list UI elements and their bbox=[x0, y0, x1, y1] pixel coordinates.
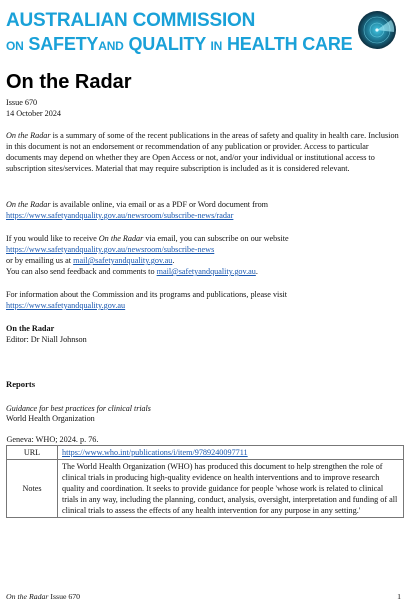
reports-heading: Reports bbox=[6, 379, 36, 389]
availability-paragraph: On the Radar is available online, via email or as a PDF or Word document from https://www.safetyandquality.gov.au/newsroom/subscribe-news/radar bbox=[6, 200, 269, 220]
report-notes: The World Health Organization (WHO) has produced this document to help strengthen the role of clinical trials in producing high-quality evidence on health interventions and to improve research quality and coordination. It seeks to provide guidance for people 'whose work is related to clinical trials in any way, including the planning, conduct, analysis, oversight, interpretation and funding of all clinical trials to assess the effects of any health intervention for any purpose in any setting.' bbox=[58, 460, 404, 518]
footer-issue: Issue 670 bbox=[48, 592, 81, 601]
issue-info bbox=[6, 97, 61, 119]
subscribe-news-link[interactable]: https://www.safetyandquality.gov.au/newsroom/subscribe-news bbox=[6, 245, 215, 254]
table-row bbox=[7, 434, 404, 446]
radar-subscribe-link[interactable]: https://www.safetyandquality.gov.au/newsroom/subscribe-news/radar bbox=[6, 211, 234, 220]
page-number: 1 bbox=[397, 592, 401, 601]
issue-date: 14 October 2024 bbox=[6, 109, 62, 118]
editor-heading: On the Radar bbox=[6, 324, 55, 333]
org-name-line2: ON SAFETYAND QUALITY IN HEALTH CARE bbox=[6, 34, 353, 54]
radar-icon bbox=[357, 10, 397, 50]
notes-label: Notes bbox=[7, 460, 58, 518]
subscribe-paragraph: If you would like to receive On the Radar via email, you can subscribe on our website https://www.safetyandquality.gov.au/newsroom/subscribe-news or by emailing us at mail@safetyandquality.gov.au. You can also send feedback and comments to mail@safetyandquality.gov.au. bbox=[6, 234, 289, 276]
page-title: On the Radar bbox=[6, 71, 132, 93]
table-row bbox=[7, 460, 404, 518]
footer-pub-name: On the Radar bbox=[6, 592, 49, 601]
report-title: Guidance for best practices for clinical trials bbox=[6, 404, 151, 413]
email-link[interactable]: mail@safetyandquality.gov.au bbox=[73, 256, 173, 265]
commission-banner bbox=[6, 10, 353, 58]
url-label: URL bbox=[7, 446, 58, 460]
editor-block bbox=[6, 323, 401, 345]
editor-line: Editor: Dr Niall Johnson bbox=[6, 335, 87, 344]
report-citation: Geneva: WHO; 2024. p. 76. bbox=[6, 435, 99, 444]
commission-website-link[interactable]: https://www.safetyandquality.gov.au bbox=[6, 301, 126, 310]
intro-paragraph: On the Radar is a summary of some of the recent publications in the areas of safety and quality in health care. Inclusion in this document is not an endorsement or recommendation of any publication or provider. Access to particular documents may depend on whether they are Open Access or not, and/or your individual or institutional access to subscription sites/services. Material that may require subscription is included as it is considered relevant. bbox=[6, 131, 399, 173]
info-paragraph: For information about the Commission and its programs and publications, please visit https://www.safetyandquality.gov.au bbox=[6, 290, 288, 310]
org-name-line1: AUSTRALIAN COMMISSION bbox=[6, 10, 256, 31]
report-details-table bbox=[6, 434, 404, 518]
issue-number: Issue 670 bbox=[6, 98, 38, 107]
table-row bbox=[7, 446, 404, 460]
feedback-email-link[interactable]: mail@safetyandquality.gov.au bbox=[156, 267, 256, 276]
report-org: World Health Organization bbox=[6, 414, 95, 423]
page-footer bbox=[6, 592, 401, 601]
report-url-link[interactable]: https://www.who.int/publications/i/item/9789240097711 bbox=[62, 448, 248, 457]
report-source bbox=[6, 413, 95, 424]
